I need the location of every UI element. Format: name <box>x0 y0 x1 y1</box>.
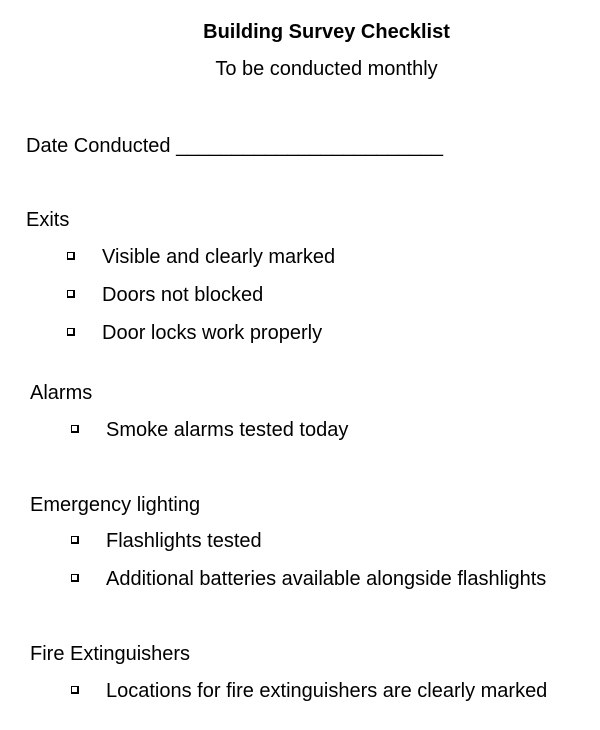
checkbox-icon[interactable] <box>67 290 75 298</box>
checklist-item-label: Additional batteries available alongside flashlights <box>106 568 547 590</box>
checkbox-icon[interactable] <box>67 328 75 336</box>
checklist-item-label: Visible and clearly marked <box>102 246 336 268</box>
checkbox-icon[interactable] <box>71 536 79 544</box>
checklist-item-label: Smoke alarms tested today <box>106 419 349 441</box>
checkbox-icon[interactable] <box>71 574 79 582</box>
checkbox-icon[interactable] <box>71 686 79 694</box>
section-heading-alarms: Alarms <box>30 382 93 404</box>
checklist-item-label: Flashlights tested <box>106 530 262 552</box>
checklist-item-label: Locations for fire extinguishers are clearly marked <box>106 680 548 702</box>
checklist-item-label: Doors not blocked <box>102 284 264 306</box>
section-heading-emergency-lighting: Emergency lighting <box>30 494 201 516</box>
document-title: Building Survey Checklist <box>203 21 450 43</box>
section-heading-exits: Exits <box>26 209 70 231</box>
checkbox-icon[interactable] <box>71 425 79 433</box>
section-heading-fire-extinguishers: Fire Extinguishers <box>30 643 191 665</box>
checkbox-icon[interactable] <box>67 252 75 260</box>
checklist-item-label: Door locks work properly <box>102 322 323 344</box>
document-subtitle: To be conducted monthly <box>215 58 438 80</box>
date-conducted-field[interactable]: Date Conducted ________________________ <box>26 135 444 157</box>
